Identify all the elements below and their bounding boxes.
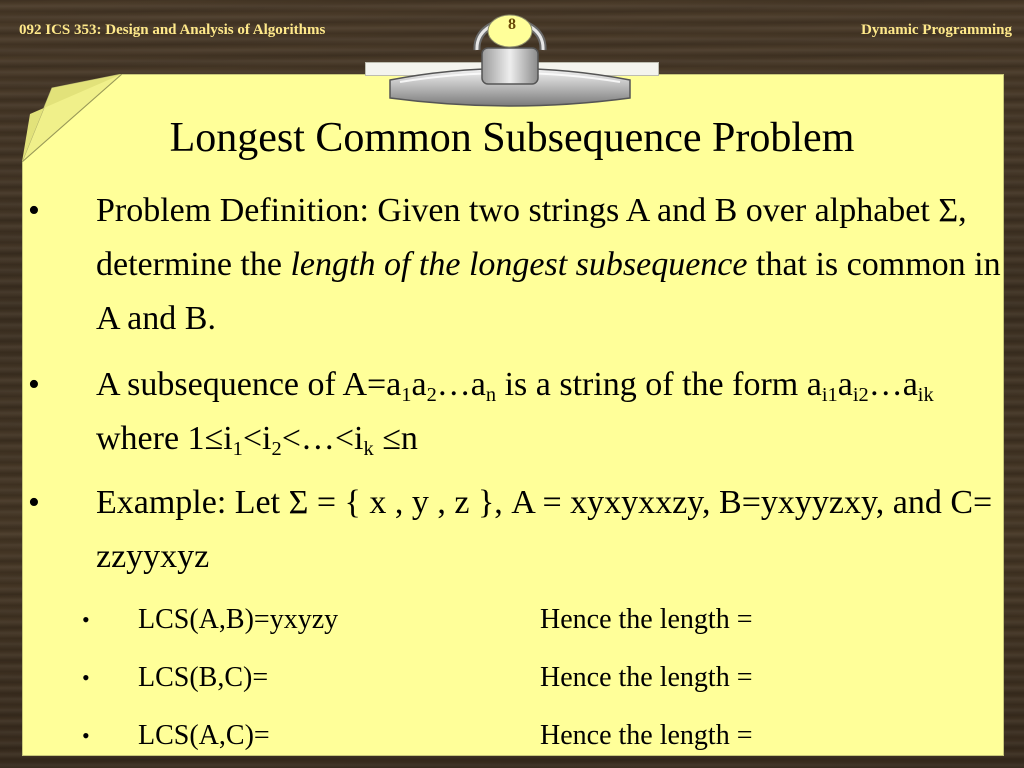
lcs-expression: LCS(B,C)= (138, 662, 269, 693)
course-title: 092 ICS 353: Design and Analysis of Algorithms (19, 22, 326, 38)
length-text: Hence the length = (540, 662, 753, 693)
topic-title: Dynamic Programming (861, 22, 1012, 38)
subscript: ik (917, 384, 934, 407)
text-segment: <i (242, 420, 272, 457)
bullet-subsequence-definition (28, 358, 1001, 466)
text-segment: <…<i (281, 420, 364, 457)
page-number: 8 (508, 16, 516, 33)
bullet-text: Problem Definition: Given two strings A and B over alphabet Σ, determine the (96, 192, 967, 283)
bullet-marker: • (28, 192, 40, 229)
lcs-expression: LCS(A,C)= (138, 720, 270, 751)
text-segment: …a (868, 366, 918, 403)
slide-title: Longest Common Subsequence Problem (169, 115, 855, 161)
sub-bullet-marker: • (82, 607, 90, 632)
sub-bullet-lcs-bc (82, 660, 998, 696)
subscript: k (363, 438, 374, 461)
text-segment: a (837, 366, 853, 403)
bullet-marker: • (28, 484, 40, 521)
subscript: 1 (232, 438, 243, 461)
sub-bullet-marker: • (82, 723, 90, 748)
text-segment: where 1≤i (96, 420, 233, 457)
bullet-text-end: that is common in A and B. (96, 246, 1001, 337)
bullet-problem-definition (28, 184, 1001, 346)
length-text: Hence the length = (540, 604, 753, 635)
bullet-text: Example: Let Σ = { x , y , z }, A = xyxyxxzy, B=yxyyzxy, and C= zzyyxyz (96, 484, 993, 575)
subscript: n (485, 384, 497, 407)
lcs-expression: LCS(A,B)=yxyzy (138, 604, 339, 635)
bullet-example (28, 476, 1001, 584)
text-segment: a (411, 366, 427, 403)
length-text: Hence the length = (540, 720, 753, 751)
subscript: 1 (401, 384, 412, 407)
text-segment: is a string of the form a (496, 366, 822, 403)
text-segment: …a (436, 366, 486, 403)
sub-bullet-lcs-ab (82, 602, 998, 638)
bullet-marker: • (28, 366, 40, 403)
text-segment: ≤n (373, 420, 418, 457)
subscript: i1 (821, 384, 838, 407)
bullet-italic-text: length of the longest subsequence (290, 246, 748, 283)
text-segment: A subsequence of A=a (96, 366, 402, 403)
subscript: 2 (426, 384, 437, 407)
subscript: 2 (271, 438, 282, 461)
sub-bullet-marker: • (82, 665, 90, 690)
sub-bullet-lcs-ac (82, 718, 998, 754)
subscript: i2 (852, 384, 869, 407)
